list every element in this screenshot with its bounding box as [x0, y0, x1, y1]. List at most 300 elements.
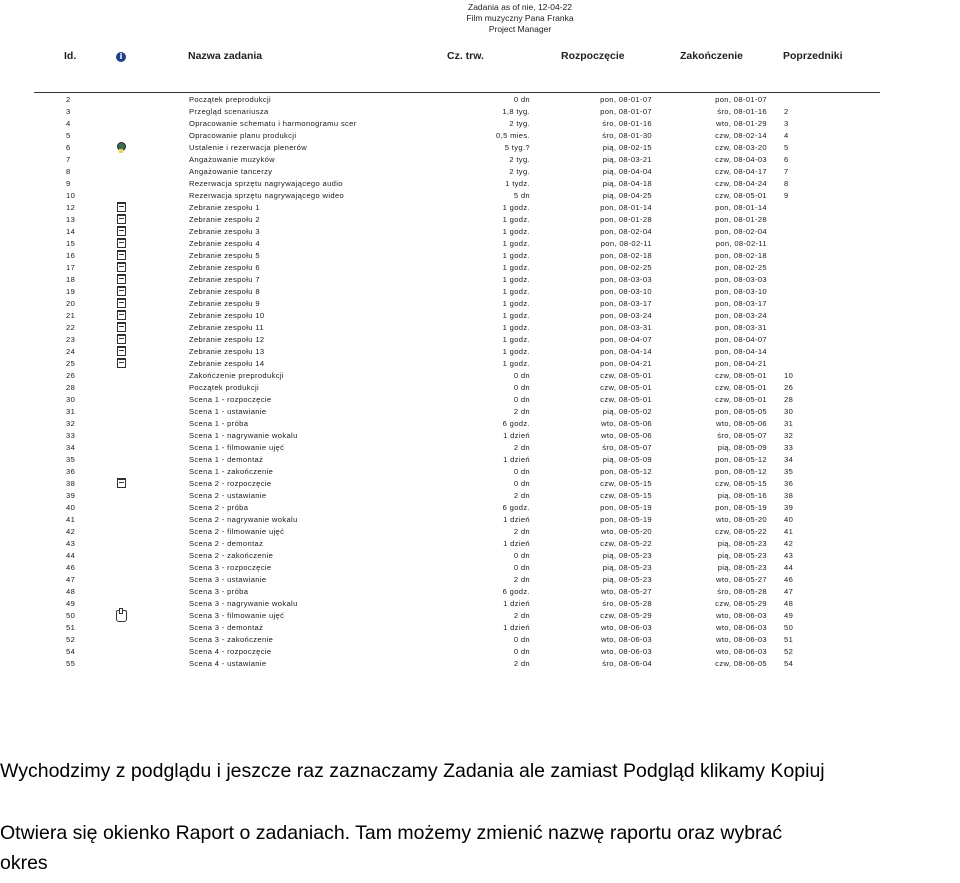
calendar-icon [116, 274, 128, 286]
table-row [0, 526, 960, 538]
task-predecessors: 9 [784, 191, 789, 200]
column-header-predecessors: Poprzedniki [783, 50, 843, 62]
task-start: pon, 08-02-11 [600, 239, 652, 248]
task-duration: 1 dzień [503, 539, 530, 548]
task-name: Zebranie zespołu 7 [189, 275, 260, 284]
application-name: Project Manager [488, 24, 552, 34]
table-row [0, 214, 960, 226]
task-start: pią, 08-03-21 [602, 155, 652, 164]
task-name: Scena 3 - nagrywanie wokalu [189, 599, 298, 608]
table-row [0, 514, 960, 526]
task-end: wto, 08-06-03 [716, 623, 767, 632]
task-id: 24 [66, 347, 76, 356]
report-title: Zadania as of nie, 12-04-22 [468, 2, 572, 12]
table-row [0, 262, 960, 274]
task-duration: 0,5 mies. [496, 131, 530, 140]
table-row [0, 466, 960, 478]
calendar-icon [116, 214, 128, 226]
table-row [0, 586, 960, 598]
task-name: Scena 4 - ustawianie [189, 659, 267, 668]
task-duration: 2 tyg. [509, 119, 530, 128]
task-predecessors: 7 [784, 167, 789, 176]
task-start: wto, 08-05-27 [601, 587, 652, 596]
task-id: 32 [66, 419, 76, 428]
task-predecessors: 38 [784, 491, 794, 500]
task-end: wto, 08-06-03 [716, 647, 767, 656]
task-start: wto, 08-05-06 [601, 431, 652, 440]
calendar-icon [116, 358, 128, 370]
table-row [0, 562, 960, 574]
task-duration: 2 dn [513, 527, 530, 536]
task-id: 16 [66, 251, 76, 260]
task-start: czw, 08-05-01 [600, 395, 652, 404]
task-id: 6 [66, 143, 71, 152]
task-id: 19 [66, 287, 76, 296]
table-row [0, 274, 960, 286]
table-row [0, 154, 960, 166]
task-start: pon, 08-04-14 [600, 347, 652, 356]
task-predecessors: 10 [784, 371, 794, 380]
task-duration: 1 dzień [503, 515, 530, 524]
task-duration: 5 tyg.? [504, 143, 530, 152]
table-row [0, 346, 960, 358]
task-name: Scena 2 - ustawianie [189, 491, 267, 500]
task-end: czw, 08-02-14 [715, 131, 767, 140]
task-name: Scena 3 - zakończenie [189, 635, 274, 644]
task-id: 8 [66, 167, 71, 176]
task-start: czw, 08-05-15 [600, 491, 652, 500]
task-predecessors: 3 [784, 119, 789, 128]
task-id: 7 [66, 155, 71, 164]
task-name: Scena 2 - filmowanie ujęć [189, 527, 285, 536]
task-end: pią, 08-05-23 [717, 551, 767, 560]
task-id: 14 [66, 227, 76, 236]
calendar-icon [116, 334, 128, 346]
task-end: czw, 08-03-20 [715, 143, 767, 152]
task-duration: 1 dzień [503, 455, 530, 464]
task-id: 23 [66, 335, 76, 344]
task-name: Scena 3 - demontaż [189, 623, 264, 632]
task-name: Opracowanie planu produkcji [189, 131, 297, 140]
task-start: pon, 08-02-18 [600, 251, 652, 260]
task-end: czw, 08-06-05 [715, 659, 767, 668]
table-row [0, 190, 960, 202]
task-end: czw, 08-05-01 [715, 383, 767, 392]
task-duration: 0 dn [513, 479, 530, 488]
task-name: Scena 1 - rozpoczęcie [189, 395, 272, 404]
task-name: Zebranie zespołu 4 [189, 239, 260, 248]
task-name: Zebranie zespołu 12 [189, 335, 265, 344]
task-duration: 1 godz. [502, 347, 530, 356]
task-name: Angażowanie tancerzy [189, 167, 273, 176]
task-id: 21 [66, 311, 76, 320]
task-duration: 1 godz. [502, 215, 530, 224]
task-name: Scena 2 - rozpoczęcie [189, 479, 272, 488]
task-id: 22 [66, 323, 76, 332]
task-name: Scena 2 - demontaż [189, 539, 264, 548]
task-name: Zebranie zespołu 1 [189, 203, 260, 212]
task-name: Scena 1 - ustawianie [189, 407, 267, 416]
task-predecessors: 4 [784, 131, 789, 140]
table-row [0, 298, 960, 310]
task-id: 33 [66, 431, 76, 440]
table-row [0, 94, 960, 106]
task-predecessors: 31 [784, 419, 794, 428]
task-id: 36 [66, 467, 76, 476]
task-start: wto, 08-05-06 [601, 419, 652, 428]
task-predecessors: 49 [784, 611, 794, 620]
task-end: wto, 08-05-27 [716, 575, 767, 584]
task-start: pon, 08-02-04 [600, 227, 652, 236]
task-predecessors: 40 [784, 515, 794, 524]
task-duration: 2 dn [513, 407, 530, 416]
task-end: pon, 08-03-24 [715, 311, 767, 320]
caption-line-1: Wychodzimy z podglądu i jeszcze raz zaznaczamy Zadania ale zamiast Podgląd klikamy Kopiuj [0, 760, 825, 782]
table-row [0, 286, 960, 298]
task-predecessors: 54 [784, 659, 794, 668]
task-name: Zebranie zespołu 11 [189, 323, 264, 332]
task-end: wto, 08-06-03 [716, 635, 767, 644]
task-end: pon, 08-01-28 [715, 215, 767, 224]
task-id: 44 [66, 551, 76, 560]
task-duration: 0 dn [513, 647, 530, 656]
task-id: 13 [66, 215, 76, 224]
task-id: 28 [66, 383, 76, 392]
task-start: pią, 08-05-23 [602, 563, 652, 572]
task-end: pon, 08-03-03 [715, 275, 767, 284]
task-end: pon, 08-03-10 [715, 287, 767, 296]
task-duration: 6 godz. [502, 503, 530, 512]
table-row [0, 478, 960, 490]
report-heading [380, 2, 660, 35]
table-row [0, 370, 960, 382]
task-name: Scena 1 - nagrywanie wokalu [189, 431, 298, 440]
table-row [0, 658, 960, 670]
task-end: pon, 08-02-11 [715, 239, 767, 248]
table-row [0, 418, 960, 430]
task-end: wto, 08-01-29 [716, 119, 767, 128]
task-start: pon, 08-04-21 [600, 359, 652, 368]
task-end: czw, 08-05-29 [715, 599, 767, 608]
task-id: 12 [66, 203, 76, 212]
task-predecessors: 30 [784, 407, 794, 416]
task-end: pon, 08-04-14 [715, 347, 767, 356]
calendar-icon [116, 346, 128, 358]
task-start: czw, 08-05-01 [600, 383, 652, 392]
task-id: 31 [66, 407, 76, 416]
task-start: pon, 08-01-07 [600, 107, 652, 116]
calendar-icon [116, 310, 128, 322]
task-end: pią, 08-05-23 [717, 563, 767, 572]
task-duration: 6 godz. [502, 419, 530, 428]
task-id: 2 [66, 95, 71, 104]
task-id: 51 [66, 623, 76, 632]
task-duration: 2 dn [513, 443, 530, 452]
calendar-icon [116, 478, 128, 490]
task-duration: 0 dn [513, 383, 530, 392]
calendar-icon [116, 226, 128, 238]
task-end: pon, 08-05-05 [715, 407, 767, 416]
task-duration: 0 dn [513, 467, 530, 476]
task-start: pon, 08-03-17 [600, 299, 652, 308]
task-duration: 1 godz. [502, 299, 530, 308]
task-start: wto, 08-06-03 [601, 647, 652, 656]
table-row [0, 550, 960, 562]
task-id: 54 [66, 647, 76, 656]
task-start: pią, 08-04-25 [602, 191, 652, 200]
task-start: wto, 08-06-03 [601, 623, 652, 632]
task-duration: 0 dn [513, 551, 530, 560]
table-row [0, 394, 960, 406]
task-start: pią, 08-05-09 [602, 455, 652, 464]
task-name: Zebranie zespołu 13 [189, 347, 265, 356]
calendar-icon [116, 250, 128, 262]
task-id: 48 [66, 587, 76, 596]
task-end: pon, 08-04-07 [715, 335, 767, 344]
task-end: pon, 08-02-04 [715, 227, 767, 236]
task-name: Zebranie zespołu 5 [189, 251, 260, 260]
task-name: Scena 3 - rozpoczęcie [189, 563, 272, 572]
task-id: 26 [66, 371, 76, 380]
task-duration: 1,8 tyg. [502, 107, 530, 116]
task-start: pią, 08-05-23 [602, 575, 652, 584]
task-duration: 2 dn [513, 659, 530, 668]
task-start: pon, 08-04-07 [600, 335, 652, 344]
task-end: pon, 08-05-12 [715, 467, 767, 476]
task-name: Opracowanie schematu i harmonogramu scer [189, 119, 357, 128]
task-id: 10 [66, 191, 76, 200]
task-end: pon, 08-04-21 [715, 359, 767, 368]
task-predecessors: 36 [784, 479, 794, 488]
task-id: 35 [66, 455, 76, 464]
task-end: pią, 08-05-16 [717, 491, 767, 500]
task-duration: 2 dn [513, 611, 530, 620]
calendar-icon [116, 202, 128, 214]
task-predecessors: 2 [784, 107, 789, 116]
task-end: wto, 08-05-20 [716, 515, 767, 524]
task-start: pon, 08-02-25 [600, 263, 652, 272]
task-duration: 0 dn [513, 395, 530, 404]
column-header-id: Id. [64, 50, 77, 62]
task-name: Początek preprodukcji [189, 95, 272, 104]
task-start: śro, 08-06-04 [602, 659, 652, 668]
table-row [0, 490, 960, 502]
task-name: Zakończenie preprodukcji [189, 371, 284, 380]
task-duration: 1 godz. [502, 335, 530, 344]
task-end: pon, 08-03-17 [715, 299, 767, 308]
task-start: śro, 08-05-07 [602, 443, 652, 452]
task-end: czw, 08-04-24 [715, 179, 767, 188]
task-name: Angażowanie muzyków [189, 155, 276, 164]
task-duration: 0 dn [513, 563, 530, 572]
task-id: 40 [66, 503, 76, 512]
table-row [0, 442, 960, 454]
task-id: 34 [66, 443, 76, 452]
task-end: czw, 08-04-03 [715, 155, 767, 164]
task-id: 46 [66, 563, 76, 572]
task-duration: 1 godz. [502, 275, 530, 284]
table-row [0, 502, 960, 514]
column-header-duration: Cz. trw. [447, 50, 484, 62]
calendar-icon [116, 238, 128, 250]
calendar-icon [116, 262, 128, 274]
task-start: pon, 08-03-24 [600, 311, 652, 320]
task-predecessors: 42 [784, 539, 794, 548]
table-row [0, 634, 960, 646]
task-start: wto, 08-05-20 [601, 527, 652, 536]
task-duration: 1 godz. [502, 359, 530, 368]
calendar-icon [116, 286, 128, 298]
column-header-end: Zakończenie [680, 50, 744, 62]
task-duration: 6 godz. [502, 587, 530, 596]
table-row [0, 334, 960, 346]
task-start: pią, 08-04-04 [602, 167, 652, 176]
task-end: czw, 08-05-01 [715, 395, 767, 404]
task-duration: 2 dn [513, 575, 530, 584]
table-row [0, 622, 960, 634]
task-end: śro, 08-05-28 [717, 587, 767, 596]
table-row [0, 310, 960, 322]
task-id: 47 [66, 575, 76, 584]
table-row [0, 226, 960, 238]
column-header-start: Rozpoczęcie [561, 50, 625, 62]
task-name: Scena 3 - próba [189, 587, 249, 596]
task-duration: 1 godz. [502, 287, 530, 296]
task-predecessors: 39 [784, 503, 794, 512]
task-name: Zebranie zespołu 2 [189, 215, 260, 224]
task-name: Zebranie zespołu 6 [189, 263, 260, 272]
task-duration: 1 godz. [502, 251, 530, 260]
task-duration: 1 godz. [502, 227, 530, 236]
task-predecessors: 26 [784, 383, 794, 392]
task-end: śro, 08-01-16 [717, 107, 767, 116]
task-predecessors: 41 [784, 527, 794, 536]
task-id: 25 [66, 359, 76, 368]
task-end: czw, 08-04-17 [715, 167, 767, 176]
info-icon: i [116, 52, 126, 62]
task-duration: 1 dzień [503, 431, 530, 440]
table-row [0, 538, 960, 550]
task-predecessors: 33 [784, 443, 794, 452]
table-row [0, 250, 960, 262]
note-icon [116, 142, 128, 154]
task-name: Scena 2 - próba [189, 503, 249, 512]
table-row [0, 358, 960, 370]
task-end: pon, 08-01-07 [715, 95, 767, 104]
task-duration: 0 dn [513, 371, 530, 380]
table-row [0, 610, 960, 622]
task-id: 17 [66, 263, 76, 272]
task-end: pon, 08-02-25 [715, 263, 767, 272]
task-end: wto, 08-06-03 [716, 611, 767, 620]
task-name: Scena 1 - zakończenie [189, 467, 274, 476]
table-row [0, 322, 960, 334]
table-row [0, 238, 960, 250]
task-name: Scena 1 - demontaż [189, 455, 264, 464]
task-name: Rezerwacja sprzętu nagrywającego wideo [189, 191, 345, 200]
task-id: 39 [66, 491, 76, 500]
table-row [0, 166, 960, 178]
task-end: pią, 08-05-09 [717, 443, 767, 452]
task-name: Scena 1 - filmowanie ujęć [189, 443, 285, 452]
table-row [0, 118, 960, 130]
task-name: Scena 2 - nagrywanie wokalu [189, 515, 298, 524]
task-start: pią, 08-04-18 [602, 179, 652, 188]
task-duration: 1 godz. [502, 263, 530, 272]
task-duration: 1 tydz. [505, 179, 530, 188]
task-name: Ustalenie i rezerwacja plenerów [189, 143, 308, 152]
task-duration: 5 dn [513, 191, 530, 200]
task-predecessors: 8 [784, 179, 789, 188]
task-start: śro, 08-01-16 [602, 119, 652, 128]
task-start: pon, 08-03-03 [600, 275, 652, 284]
task-start: pon, 08-05-12 [600, 467, 652, 476]
task-start: pią, 08-02-15 [602, 143, 652, 152]
task-predecessors: 43 [784, 551, 794, 560]
task-end: śro, 08-05-07 [717, 431, 767, 440]
task-name: Zebranie zespołu 3 [189, 227, 260, 236]
task-id: 20 [66, 299, 76, 308]
task-predecessors: 34 [784, 455, 794, 464]
task-name: Scena 3 - ustawianie [189, 575, 267, 584]
header-divider [34, 92, 880, 93]
task-id: 5 [66, 131, 71, 140]
task-id: 4 [66, 119, 71, 128]
task-predecessors: 32 [784, 431, 794, 440]
caption-line-2: Otwiera się okienko Raport o zadaniach. Tam możemy zmienić nazwę raportu oraz wybrać [0, 822, 783, 844]
task-name: Scena 2 - zakończenie [189, 551, 274, 560]
task-start: wto, 08-06-03 [601, 635, 652, 644]
task-id: 15 [66, 239, 76, 248]
column-header-name: Nazwa zadania [188, 50, 263, 62]
task-start: pon, 08-03-31 [600, 323, 652, 332]
table-row [0, 430, 960, 442]
task-end: pią, 08-05-23 [717, 539, 767, 548]
task-start: pon, 08-05-19 [600, 503, 652, 512]
caption-line-3: okres [0, 852, 48, 874]
table-row [0, 130, 960, 142]
task-id: 50 [66, 611, 76, 620]
task-name: Przegląd scenariusza [189, 107, 269, 116]
hand-icon [116, 610, 128, 622]
calendar-icon [116, 322, 128, 334]
table-row [0, 106, 960, 118]
task-predecessors: 28 [784, 395, 794, 404]
table-row [0, 178, 960, 190]
task-duration: 1 godz. [502, 323, 530, 332]
task-id: 41 [66, 515, 76, 524]
task-name: Zebranie zespołu 10 [189, 311, 265, 320]
task-start: czw, 08-05-29 [600, 611, 652, 620]
task-predecessors: 47 [784, 587, 794, 596]
task-duration: 0 dn [513, 95, 530, 104]
task-start: pon, 08-05-19 [600, 515, 652, 524]
task-duration: 0 dn [513, 635, 530, 644]
task-start: czw, 08-05-22 [600, 539, 652, 548]
task-end: pon, 08-02-18 [715, 251, 767, 260]
task-id: 42 [66, 527, 76, 536]
task-predecessors: 44 [784, 563, 794, 572]
task-name: Scena 3 - filmowanie ujęć [189, 611, 285, 620]
task-name: Zebranie zespołu 9 [189, 299, 260, 308]
task-id: 49 [66, 599, 76, 608]
task-end: pon, 08-01-14 [715, 203, 767, 212]
task-start: pon, 08-03-10 [600, 287, 652, 296]
task-table-body [0, 94, 960, 670]
task-end: czw, 08-05-22 [715, 527, 767, 536]
task-predecessors: 46 [784, 575, 794, 584]
task-start: czw, 08-05-15 [600, 479, 652, 488]
